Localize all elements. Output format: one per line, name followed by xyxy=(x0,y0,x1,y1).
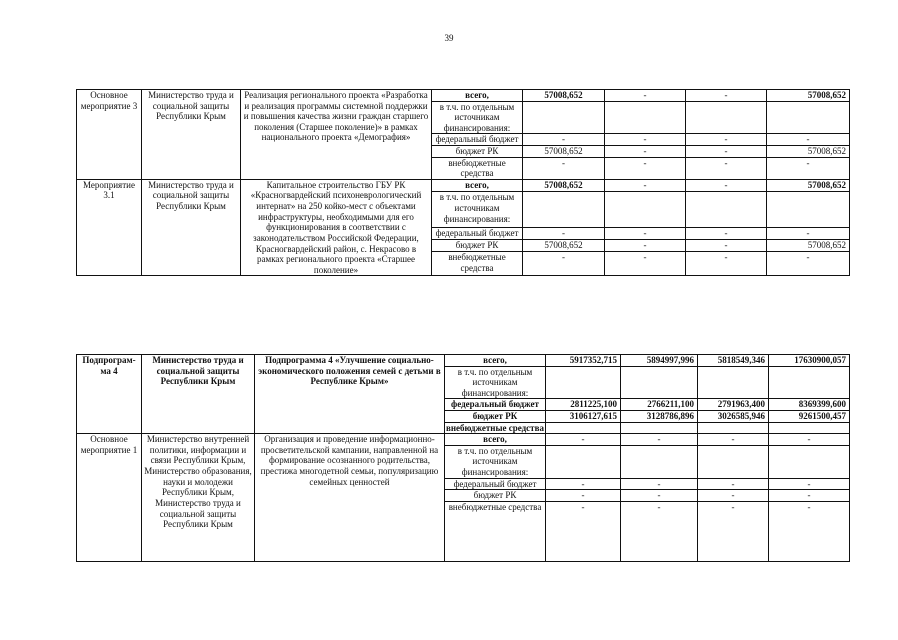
value-cell: - xyxy=(686,240,767,252)
value-cell: - xyxy=(523,252,605,276)
source-label: федеральный бюджет xyxy=(445,478,546,490)
value-cell: - xyxy=(769,490,850,502)
source-label: в т.ч. по отдельным источникам финансирования: xyxy=(432,101,523,134)
executor-cell: Министерство труда и социальной защиты Республики Крым xyxy=(142,355,255,434)
value-cell: 2811225,100 xyxy=(546,399,621,411)
value-cell xyxy=(698,445,769,478)
table-row xyxy=(77,90,850,102)
value-cell: - xyxy=(605,252,686,276)
value-cell: 57008,652 xyxy=(523,90,605,102)
value-cell: 9261500,457 xyxy=(769,411,850,423)
value-cell: 57008,652 xyxy=(767,90,850,102)
value-cell xyxy=(767,192,850,227)
value-cell: - xyxy=(605,227,686,239)
value-cell: 57008,652 xyxy=(523,240,605,252)
source-total-label: всего, xyxy=(432,179,523,191)
value-cell xyxy=(546,366,621,399)
value-cell: - xyxy=(686,146,767,158)
source-total-label: всего, xyxy=(445,355,546,367)
value-cell: - xyxy=(605,146,686,158)
value-cell xyxy=(546,445,621,478)
value-cell: - xyxy=(523,134,605,146)
source-label: внебюджетные средства xyxy=(432,252,523,276)
value-cell: - xyxy=(621,478,698,490)
value-cell xyxy=(523,101,605,134)
value-cell: - xyxy=(605,240,686,252)
value-cell: 2791963,400 xyxy=(698,399,769,411)
value-cell xyxy=(621,445,698,478)
value-cell xyxy=(767,101,850,134)
value-cell: 3128786,896 xyxy=(621,411,698,423)
value-cell: - xyxy=(767,227,850,239)
value-cell: - xyxy=(686,157,767,179)
value-cell: - xyxy=(767,157,850,179)
source-label: федеральный бюджет xyxy=(445,399,546,411)
value-cell: - xyxy=(621,490,698,502)
value-cell: 5917352,715 xyxy=(546,355,621,367)
value-cell: 5818549,346 xyxy=(698,355,769,367)
value-cell: - xyxy=(698,434,769,446)
value-cell: - xyxy=(769,501,850,561)
measure-title: Организация и проведение информационно-просветительской кампании, направленной на формирование осознанного родительства, престижа многодетной семьи, популяризацию семейных ценностей xyxy=(255,434,445,562)
value-cell: - xyxy=(605,134,686,146)
value-cell: - xyxy=(546,490,621,502)
value-cell xyxy=(621,422,698,434)
value-cell: 3026585,946 xyxy=(698,411,769,423)
measure-title: Капитальное строительство ГБУ РК «Красногвардейский психоневрологический интернат» на 250 койко-мест с объектами инфраструктуры, необходимыми для его функционирования в соответствии с законодательством Российской Федерации, Красногвардейский район, с. Некрасово в рамках регионального проекта «Старшее поколение» xyxy=(241,179,432,275)
value-cell: - xyxy=(523,227,605,239)
measure-code: Основное мероприятие 3 xyxy=(77,90,142,180)
budget-table-b xyxy=(76,354,850,562)
value-cell xyxy=(546,422,621,434)
value-cell: - xyxy=(698,501,769,561)
measure-code: Основное мероприятие 1 xyxy=(77,434,142,562)
source-label: в т.ч. по отдельным источникам финансирования: xyxy=(445,366,546,399)
value-cell: - xyxy=(546,501,621,561)
table-row xyxy=(77,355,850,367)
budget-table-a xyxy=(76,89,850,276)
value-cell: - xyxy=(686,134,767,146)
value-cell: - xyxy=(621,434,698,446)
value-cell xyxy=(769,445,850,478)
value-cell: - xyxy=(767,252,850,276)
value-cell: - xyxy=(605,179,686,191)
value-cell xyxy=(686,192,767,227)
source-label: в т.ч. по отдельным источникам финансирования: xyxy=(445,445,546,478)
value-cell: 57008,652 xyxy=(523,146,605,158)
measure-title: Реализация регионального проекта «Разработка и реализация программы системной поддержки и повышения качества жизни граждан старшего поколения (Старшее поколение)» в рамках национального проекта «Демография» xyxy=(241,90,432,180)
source-label: внебюджетные средства xyxy=(446,422,544,433)
value-cell: 17630900,057 xyxy=(769,355,850,367)
value-cell xyxy=(769,366,850,399)
value-cell: - xyxy=(523,157,605,179)
executor-cell: Министерство труда и социальной защиты Республики Крым xyxy=(142,179,241,275)
value-cell: - xyxy=(621,501,698,561)
page-number: 39 xyxy=(444,33,454,43)
value-cell: 57008,652 xyxy=(767,146,850,158)
value-cell: - xyxy=(546,478,621,490)
value-cell: 8369399,600 xyxy=(769,399,850,411)
value-cell xyxy=(698,422,769,434)
value-cell: - xyxy=(769,478,850,490)
executor-cell: Министерство внутренней политики, информации и связи Республики Крым, Министерство образования, науки и молодежи Республики Крым, Министерство труда и социальной защиты Республики Крым xyxy=(142,434,255,562)
value-cell: - xyxy=(698,478,769,490)
value-cell: 57008,652 xyxy=(767,179,850,191)
value-cell: - xyxy=(769,434,850,446)
measure-code: Мероприятие 3.1 xyxy=(77,179,142,275)
value-cell xyxy=(698,366,769,399)
value-cell xyxy=(605,192,686,227)
source-label: бюджет РК xyxy=(432,240,523,252)
value-cell xyxy=(621,366,698,399)
value-cell: - xyxy=(686,90,767,102)
table-row xyxy=(77,179,850,191)
value-cell xyxy=(686,101,767,134)
source-label: в т.ч. по отдельным источникам финансирования: xyxy=(432,192,523,227)
value-cell xyxy=(605,101,686,134)
source-label: внебюджетные средства xyxy=(432,157,523,179)
source-label: федеральный бюджет xyxy=(432,227,523,239)
value-cell: 5894997,996 xyxy=(621,355,698,367)
source-label: бюджет РК xyxy=(445,490,546,502)
source-label: бюджет РК xyxy=(445,411,546,423)
value-cell: 57008,652 xyxy=(523,179,605,191)
source-total-label: всего, xyxy=(445,434,546,446)
value-cell: 57008,652 xyxy=(767,240,850,252)
table-row xyxy=(77,434,850,446)
value-cell: - xyxy=(767,134,850,146)
value-cell: 2766211,100 xyxy=(621,399,698,411)
subprogram-code: Подпрограм-ма 4 xyxy=(77,355,142,434)
value-cell xyxy=(523,192,605,227)
source-label: бюджет РК xyxy=(432,146,523,158)
value-cell: - xyxy=(686,179,767,191)
value-cell: - xyxy=(546,434,621,446)
value-cell: - xyxy=(686,227,767,239)
subprogram-title: Подпрограмма 4 «Улучшение социально-экономического положения семей с детьми в Республике Крым» xyxy=(255,355,445,434)
value-cell: - xyxy=(605,90,686,102)
value-cell xyxy=(769,422,850,434)
source-label: внебюджетные средства xyxy=(445,501,546,561)
source-label: федеральный бюджет xyxy=(432,134,523,146)
value-cell: - xyxy=(686,252,767,276)
value-cell: - xyxy=(605,157,686,179)
source-total-label: всего, xyxy=(432,90,523,102)
executor-cell: Министерство труда и социальной защиты Республики Крым xyxy=(142,90,241,180)
value-cell: - xyxy=(698,490,769,502)
value-cell: 3106127,615 xyxy=(546,411,621,423)
